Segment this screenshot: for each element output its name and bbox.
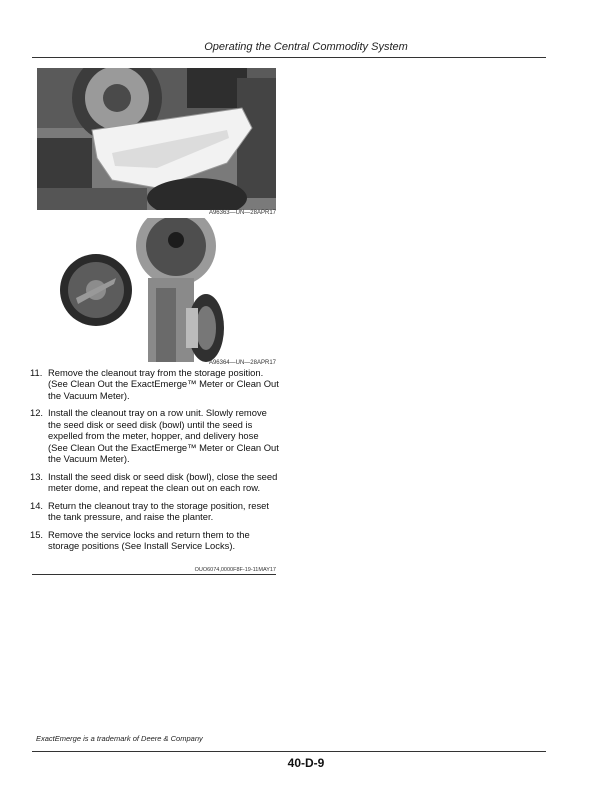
step-text: Remove the service locks and return them to the storage positions (See Install Service Locks). [48, 528, 250, 552]
trademark-footnote: ExactEmerge is a trademark of Deere & Company [36, 734, 203, 743]
document-reference-code: OUO6074,0000F8F-19-11MAY17 [194, 567, 276, 573]
figure-seed-meter-photo [56, 218, 276, 362]
step-text: Remove the cleanout tray from the storage position. (See Clean Out the ExactEmerge™ Meter or Clean Out the Vacuum Meter). [48, 367, 279, 401]
step-item [30, 500, 280, 523]
step-item [30, 471, 280, 494]
page-number: 40-D-9 [287, 756, 325, 770]
step-item [30, 367, 280, 401]
figure-1-caption: A96363—UN—28APR17 [208, 210, 276, 216]
step-number: 14. [30, 499, 44, 511]
step-number: 15. [30, 528, 44, 540]
header-divider [32, 57, 546, 58]
figure-cleanout-tray-photo [37, 68, 276, 210]
step-number: 12. [30, 407, 44, 419]
procedure-steps-list [30, 367, 280, 558]
step-text: Return the cleanout tray to the storage position, reset the tank pressure, and raise the planter. [48, 499, 269, 523]
step-text: Install the cleanout tray on a row unit. Slowly remove the seed disk or seed disk (bowl) until the seed is expelled from the meter, hopper, and delivery hose (See Clean Out the ExactEmerge™ Meter or Clean Out the Vacuum Meter). [48, 407, 279, 465]
reference-divider [32, 574, 276, 575]
step-text: Install the seed disk or seed disk (bowl), close the seed meter dome, and repeat the clean out on each row. [48, 470, 278, 494]
step-number: 11. [30, 367, 43, 378]
step-item [30, 529, 280, 552]
figure-2-caption: A96364—UN—28APR17 [208, 360, 276, 366]
footer-divider [32, 751, 546, 752]
page-header-title: Operating the Central Commodity System [204, 41, 408, 53]
step-number: 13. [30, 470, 44, 482]
step-item [30, 407, 280, 464]
